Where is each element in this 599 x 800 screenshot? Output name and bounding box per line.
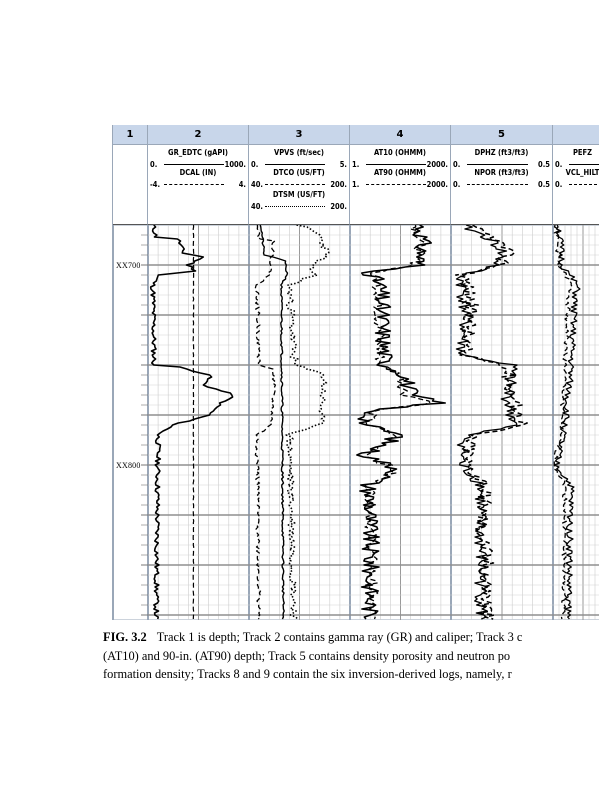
figure-caption [103, 628, 599, 688]
curve-scale-min: 0. [555, 180, 563, 189]
curve-scale-max: 5. [339, 160, 347, 169]
track-header-5: 5 [451, 125, 553, 145]
track-frame-1 [114, 225, 148, 620]
curve-header-track-1 [113, 145, 148, 225]
track-header-6 [553, 125, 599, 145]
curve-name: GR_EDTC (gAPI) [168, 148, 228, 157]
curve-name: PEFZ [572, 148, 593, 157]
curve-header-track-3 [249, 145, 350, 225]
track-header-4: 4 [350, 125, 451, 145]
curve-legend-line [467, 164, 528, 165]
curve-legend-line [569, 184, 599, 185]
figure-label: FIG. 3.2 [103, 630, 147, 644]
curve-name: AT90 (OHMM) [374, 168, 426, 177]
curve-scale-min: 0. [453, 160, 461, 169]
track-header-2: 2 [148, 125, 249, 145]
curve-scale-max: 4. [238, 180, 246, 189]
curve-header-track-5 [451, 145, 553, 225]
curve-header-track-2 [148, 145, 249, 225]
curve-header-track-4 [350, 145, 451, 225]
curve-legend-line [569, 164, 599, 165]
curve-scale-min: 0. [453, 180, 461, 189]
curve-name: DTCO (US/FT) [273, 168, 325, 177]
well-log-figure [112, 125, 599, 620]
curve-scale-min: 1. [352, 180, 360, 189]
curve-name: DPHZ (ft3/ft3) [474, 148, 529, 157]
curve-name: VPVS (ft/sec) [274, 148, 324, 157]
curve-scale-max: 1000. [224, 160, 246, 169]
curve-name: DCAL (IN) [179, 168, 217, 177]
curve-legend-line [164, 164, 224, 165]
track-header-3: 3 [249, 125, 350, 145]
caption-line-3: formation density; Tracks 8 and 9 contain the six inversion-derived logs, namely, r [103, 667, 512, 681]
curve-name: AT10 (OHMM) [374, 148, 426, 157]
depth-label: XX700 [116, 261, 141, 270]
curve-legend-line [265, 184, 325, 185]
curve-scale-max: 2000. [426, 180, 448, 189]
curve-scale-min: 1. [352, 160, 360, 169]
curve-scale-min: 0. [555, 160, 563, 169]
caption-line-1 [103, 628, 599, 647]
curve-scale-max: 0.5 [538, 180, 550, 189]
curve-name: VCL_HILT [565, 168, 599, 177]
curve-legend-line [467, 184, 528, 185]
curve-scale-max: 0.5 [538, 160, 550, 169]
curve-header-track-6 [553, 145, 599, 225]
curve-legend-line [265, 206, 325, 207]
curve-name: NPOR (ft3/ft3) [474, 168, 529, 177]
log-plot-area [113, 225, 599, 620]
curve-scale-min: -4. [150, 180, 161, 189]
caption-text-1: Track 1 is depth; Track 2 contains gamma ray (GR) and caliper; Track 3 c [156, 630, 523, 644]
curve-legend-line [265, 164, 325, 165]
curve-legend-line [366, 184, 426, 185]
curve-scale-max: 200. [330, 202, 347, 211]
curve-scale-min: 40. [251, 202, 263, 211]
curve-legend-line [366, 164, 426, 165]
curve-scale-max: 200. [330, 180, 347, 189]
curve-name: DTSM (US/FT) [272, 190, 326, 199]
caption-line-2: (AT10) and 90-in. (AT90) depth; Track 5 contains density porosity and neutron po [103, 648, 511, 663]
curve-scale-min: 40. [251, 180, 263, 189]
depth-label: XX800 [116, 461, 141, 470]
curve-legend-line [164, 184, 224, 185]
curve-scale-max: 2000. [426, 160, 448, 169]
track-header-1: 1 [113, 125, 148, 145]
curve-scale-min: 0. [251, 160, 259, 169]
curve-scale-min: 0. [150, 160, 158, 169]
